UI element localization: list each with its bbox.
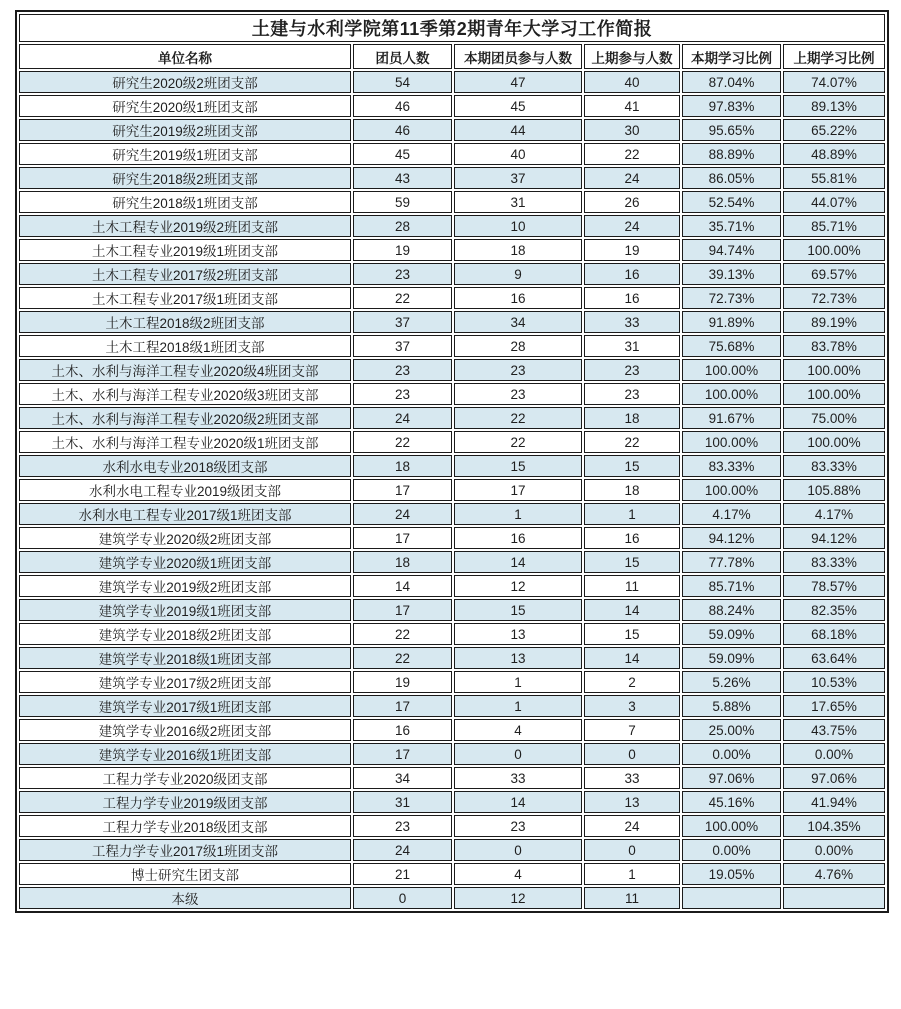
value-cell: 18 [454, 239, 582, 261]
value-cell: 100.00% [783, 239, 885, 261]
value-cell: 97.83% [682, 95, 781, 117]
value-cell: 83.33% [783, 455, 885, 477]
value-cell: 4.76% [783, 863, 885, 885]
value-cell: 17 [353, 527, 452, 549]
value-cell: 11 [584, 575, 680, 597]
value-cell: 1 [454, 671, 582, 693]
value-cell: 100.00% [783, 359, 885, 381]
value-cell: 16 [584, 527, 680, 549]
table-row [19, 815, 885, 837]
value-cell: 24 [353, 407, 452, 429]
value-cell: 75.00% [783, 407, 885, 429]
value-cell: 89.19% [783, 311, 885, 333]
table-row [19, 167, 885, 189]
value-cell: 88.89% [682, 143, 781, 165]
report-table [15, 10, 889, 913]
value-cell: 22 [353, 431, 452, 453]
table-row [19, 623, 885, 645]
value-cell: 0.00% [783, 743, 885, 765]
table-row [19, 215, 885, 237]
value-cell: 72.73% [682, 287, 781, 309]
value-cell: 1 [454, 695, 582, 717]
unit-name-cell: 水利水电工程专业2017级1班团支部 [19, 503, 351, 525]
value-cell: 23 [454, 383, 582, 405]
value-cell: 59 [353, 191, 452, 213]
value-cell: 23 [353, 359, 452, 381]
value-cell: 26 [584, 191, 680, 213]
value-cell [682, 887, 781, 909]
table-row [19, 575, 885, 597]
value-cell: 13 [584, 791, 680, 813]
value-cell: 1 [584, 863, 680, 885]
value-cell: 33 [584, 311, 680, 333]
unit-name-cell: 土木、水利与海洋工程专业2020级3班团支部 [19, 383, 351, 405]
value-cell: 83.33% [783, 551, 885, 573]
table-row [19, 71, 885, 93]
value-cell: 23 [584, 359, 680, 381]
table-row [19, 95, 885, 117]
value-cell: 3 [584, 695, 680, 717]
unit-name-cell: 土木工程专业2019级1班团支部 [19, 239, 351, 261]
unit-name-cell: 建筑学专业2018级2班团支部 [19, 623, 351, 645]
value-cell: 0 [584, 839, 680, 861]
value-cell: 0 [584, 743, 680, 765]
unit-name-cell: 土木、水利与海洋工程专业2020级1班团支部 [19, 431, 351, 453]
value-cell: 4.17% [783, 503, 885, 525]
value-cell: 4.17% [682, 503, 781, 525]
value-cell: 59.09% [682, 623, 781, 645]
table-row [19, 383, 885, 405]
table-row [19, 311, 885, 333]
title-row [19, 14, 885, 42]
value-cell: 0 [353, 887, 452, 909]
value-cell: 31 [454, 191, 582, 213]
value-cell: 45 [353, 143, 452, 165]
value-cell: 88.24% [682, 599, 781, 621]
value-cell: 14 [454, 551, 582, 573]
value-cell: 45.16% [682, 791, 781, 813]
table-row [19, 647, 885, 669]
value-cell: 16 [584, 263, 680, 285]
value-cell: 12 [454, 887, 582, 909]
table-row [19, 119, 885, 141]
unit-name-cell: 工程力学专业2017级1班团支部 [19, 839, 351, 861]
value-cell: 43 [353, 167, 452, 189]
value-cell: 28 [454, 335, 582, 357]
unit-name-cell: 工程力学专业2020级团支部 [19, 767, 351, 789]
value-cell: 15 [584, 623, 680, 645]
value-cell: 19 [353, 239, 452, 261]
value-cell: 16 [454, 527, 582, 549]
unit-name-cell: 建筑学专业2019级1班团支部 [19, 599, 351, 621]
value-cell: 65.22% [783, 119, 885, 141]
value-cell: 97.06% [682, 767, 781, 789]
column-header-1: 单位名称 [19, 44, 351, 69]
value-cell: 34 [454, 311, 582, 333]
value-cell: 46 [353, 95, 452, 117]
value-cell: 5.26% [682, 671, 781, 693]
unit-name-cell: 土木、水利与海洋工程专业2020级4班团支部 [19, 359, 351, 381]
unit-name-cell: 建筑学专业2018级1班团支部 [19, 647, 351, 669]
value-cell: 7 [584, 719, 680, 741]
value-cell: 100.00% [682, 815, 781, 837]
value-cell: 55.81% [783, 167, 885, 189]
value-cell: 77.78% [682, 551, 781, 573]
value-cell: 17 [353, 695, 452, 717]
value-cell: 100.00% [682, 359, 781, 381]
value-cell: 48.89% [783, 143, 885, 165]
value-cell: 16 [353, 719, 452, 741]
unit-name-cell: 工程力学专业2018级团支部 [19, 815, 351, 837]
table-row [19, 527, 885, 549]
value-cell: 23 [584, 383, 680, 405]
value-cell: 40 [584, 71, 680, 93]
value-cell: 54 [353, 71, 452, 93]
value-cell: 18 [353, 455, 452, 477]
unit-name-cell: 水利水电工程专业2019级团支部 [19, 479, 351, 501]
value-cell: 85.71% [783, 215, 885, 237]
value-cell: 16 [454, 287, 582, 309]
value-cell: 28 [353, 215, 452, 237]
value-cell: 59.09% [682, 647, 781, 669]
value-cell: 31 [584, 335, 680, 357]
value-cell: 16 [584, 287, 680, 309]
value-cell: 14 [353, 575, 452, 597]
table-row [19, 503, 885, 525]
value-cell: 87.04% [682, 71, 781, 93]
value-cell: 14 [584, 647, 680, 669]
value-cell: 100.00% [682, 431, 781, 453]
value-cell: 69.57% [783, 263, 885, 285]
value-cell: 0 [454, 839, 582, 861]
value-cell: 14 [454, 791, 582, 813]
table-row [19, 143, 885, 165]
value-cell: 15 [584, 455, 680, 477]
table-row [19, 551, 885, 573]
value-cell: 19 [353, 671, 452, 693]
value-cell: 31 [353, 791, 452, 813]
table-row [19, 479, 885, 501]
unit-name-cell: 土木工程专业2019级2班团支部 [19, 215, 351, 237]
unit-name-cell: 建筑学专业2017级2班团支部 [19, 671, 351, 693]
value-cell: 100.00% [783, 431, 885, 453]
unit-name-cell: 建筑学专业2020级2班团支部 [19, 527, 351, 549]
value-cell: 94.12% [783, 527, 885, 549]
table-row [19, 191, 885, 213]
value-cell: 18 [584, 479, 680, 501]
unit-name-cell: 建筑学专业2017级1班团支部 [19, 695, 351, 717]
value-cell: 24 [584, 815, 680, 837]
column-header-6: 上期学习比例 [783, 44, 885, 69]
value-cell: 22 [353, 623, 452, 645]
value-cell: 47 [454, 71, 582, 93]
unit-name-cell: 水利水电专业2018级团支部 [19, 455, 351, 477]
unit-name-cell: 研究生2020级2班团支部 [19, 71, 351, 93]
value-cell: 33 [454, 767, 582, 789]
value-cell: 12 [454, 575, 582, 597]
value-cell: 13 [454, 623, 582, 645]
value-cell: 17 [454, 479, 582, 501]
header-row [19, 44, 885, 69]
value-cell: 68.18% [783, 623, 885, 645]
value-cell: 15 [454, 599, 582, 621]
unit-name-cell: 建筑学专业2019级2班团支部 [19, 575, 351, 597]
table-row [19, 719, 885, 741]
table-row [19, 335, 885, 357]
unit-name-cell: 研究生2019级2班团支部 [19, 119, 351, 141]
value-cell: 22 [584, 143, 680, 165]
table-row [19, 887, 885, 909]
value-cell: 19 [584, 239, 680, 261]
table-row [19, 791, 885, 813]
value-cell: 22 [454, 431, 582, 453]
value-cell: 24 [584, 167, 680, 189]
table-row [19, 767, 885, 789]
value-cell: 10.53% [783, 671, 885, 693]
unit-name-cell: 土木工程专业2017级1班团支部 [19, 287, 351, 309]
value-cell: 4 [454, 863, 582, 885]
table-row [19, 407, 885, 429]
unit-name-cell: 研究生2019级1班团支部 [19, 143, 351, 165]
value-cell: 18 [584, 407, 680, 429]
value-cell: 41.94% [783, 791, 885, 813]
value-cell: 30 [584, 119, 680, 141]
value-cell: 82.35% [783, 599, 885, 621]
value-cell: 15 [454, 455, 582, 477]
value-cell: 41 [584, 95, 680, 117]
value-cell: 22 [353, 287, 452, 309]
value-cell: 23 [454, 359, 582, 381]
value-cell: 45 [454, 95, 582, 117]
value-cell: 17.65% [783, 695, 885, 717]
unit-name-cell: 研究生2018级1班团支部 [19, 191, 351, 213]
value-cell: 100.00% [783, 383, 885, 405]
value-cell: 22 [353, 647, 452, 669]
unit-name-cell: 本级 [19, 887, 351, 909]
value-cell: 46 [353, 119, 452, 141]
value-cell: 44.07% [783, 191, 885, 213]
value-cell: 100.00% [682, 479, 781, 501]
table-body [19, 14, 885, 909]
page-title: 土建与水利学院第11季第2期青年大学习工作简报 [19, 14, 885, 42]
value-cell: 85.71% [682, 575, 781, 597]
value-cell: 78.57% [783, 575, 885, 597]
unit-name-cell: 建筑学专业2016级1班团支部 [19, 743, 351, 765]
table-row [19, 239, 885, 261]
table-row [19, 839, 885, 861]
column-header-5: 本期学习比例 [682, 44, 781, 69]
value-cell: 35.71% [682, 215, 781, 237]
value-cell: 91.67% [682, 407, 781, 429]
value-cell: 94.74% [682, 239, 781, 261]
value-cell: 13 [454, 647, 582, 669]
value-cell: 10 [454, 215, 582, 237]
value-cell: 14 [584, 599, 680, 621]
value-cell: 86.05% [682, 167, 781, 189]
table-row [19, 431, 885, 453]
value-cell: 0 [454, 743, 582, 765]
value-cell: 23 [353, 263, 452, 285]
value-cell: 72.73% [783, 287, 885, 309]
column-header-2: 团员人数 [353, 44, 452, 69]
value-cell: 39.13% [682, 263, 781, 285]
value-cell: 33 [584, 767, 680, 789]
value-cell: 18 [353, 551, 452, 573]
unit-name-cell: 土木、水利与海洋工程专业2020级2班团支部 [19, 407, 351, 429]
unit-name-cell: 土木工程专业2017级2班团支部 [19, 263, 351, 285]
table-row [19, 671, 885, 693]
value-cell: 43.75% [783, 719, 885, 741]
value-cell: 2 [584, 671, 680, 693]
value-cell: 25.00% [682, 719, 781, 741]
column-header-4: 上期参与人数 [584, 44, 680, 69]
table-row [19, 455, 885, 477]
value-cell: 22 [584, 431, 680, 453]
value-cell: 83.33% [682, 455, 781, 477]
value-cell: 24 [584, 215, 680, 237]
value-cell: 5.88% [682, 695, 781, 717]
table-row [19, 263, 885, 285]
table-row [19, 599, 885, 621]
value-cell: 24 [353, 839, 452, 861]
column-header-3: 本期团员参与人数 [454, 44, 582, 69]
value-cell: 9 [454, 263, 582, 285]
table-row [19, 743, 885, 765]
unit-name-cell: 研究生2020级1班团支部 [19, 95, 351, 117]
value-cell: 4 [454, 719, 582, 741]
value-cell: 24 [353, 503, 452, 525]
unit-name-cell: 土木工程2018级1班团支部 [19, 335, 351, 357]
value-cell: 44 [454, 119, 582, 141]
value-cell: 37 [353, 335, 452, 357]
value-cell: 97.06% [783, 767, 885, 789]
value-cell: 1 [584, 503, 680, 525]
value-cell: 23 [353, 815, 452, 837]
value-cell: 37 [353, 311, 452, 333]
value-cell: 89.13% [783, 95, 885, 117]
table-row [19, 359, 885, 381]
value-cell: 34 [353, 767, 452, 789]
value-cell: 23 [454, 815, 582, 837]
table-row [19, 695, 885, 717]
value-cell: 83.78% [783, 335, 885, 357]
unit-name-cell: 工程力学专业2019级团支部 [19, 791, 351, 813]
value-cell: 0.00% [682, 743, 781, 765]
value-cell: 63.64% [783, 647, 885, 669]
value-cell: 22 [454, 407, 582, 429]
table-row [19, 863, 885, 885]
value-cell: 15 [584, 551, 680, 573]
value-cell: 11 [584, 887, 680, 909]
value-cell: 1 [454, 503, 582, 525]
value-cell: 17 [353, 743, 452, 765]
value-cell: 75.68% [682, 335, 781, 357]
value-cell: 95.65% [682, 119, 781, 141]
value-cell: 23 [353, 383, 452, 405]
value-cell: 21 [353, 863, 452, 885]
value-cell: 52.54% [682, 191, 781, 213]
value-cell: 74.07% [783, 71, 885, 93]
value-cell: 37 [454, 167, 582, 189]
value-cell [783, 887, 885, 909]
value-cell: 40 [454, 143, 582, 165]
value-cell: 19.05% [682, 863, 781, 885]
table-row [19, 287, 885, 309]
unit-name-cell: 博士研究生团支部 [19, 863, 351, 885]
value-cell: 94.12% [682, 527, 781, 549]
value-cell: 0.00% [783, 839, 885, 861]
unit-name-cell: 研究生2018级2班团支部 [19, 167, 351, 189]
value-cell: 105.88% [783, 479, 885, 501]
value-cell: 17 [353, 599, 452, 621]
value-cell: 17 [353, 479, 452, 501]
value-cell: 0.00% [682, 839, 781, 861]
value-cell: 91.89% [682, 311, 781, 333]
unit-name-cell: 土木工程2018级2班团支部 [19, 311, 351, 333]
value-cell: 104.35% [783, 815, 885, 837]
unit-name-cell: 建筑学专业2016级2班团支部 [19, 719, 351, 741]
value-cell: 100.00% [682, 383, 781, 405]
unit-name-cell: 建筑学专业2020级1班团支部 [19, 551, 351, 573]
